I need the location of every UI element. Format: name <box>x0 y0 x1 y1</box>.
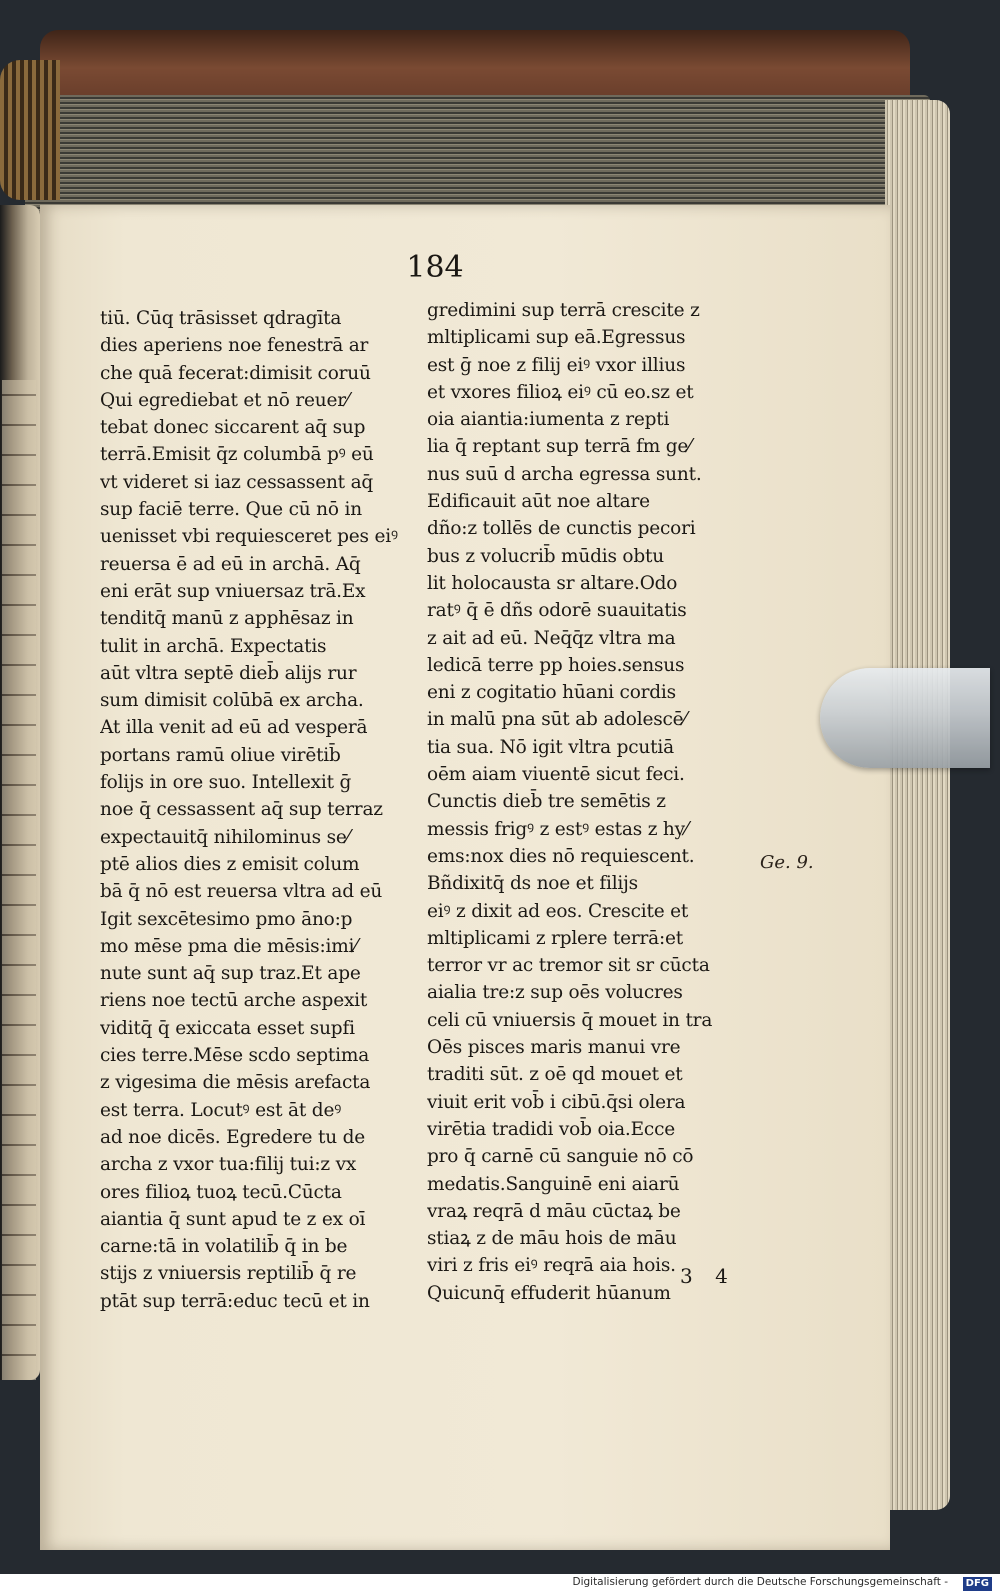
text-line: noe q̄ cessassent aq̄ sup terraz <box>100 799 383 821</box>
text-line: tiū. Cūq trāsisset qdragīta <box>100 308 342 329</box>
text-line: pro q̄ carnē cū sanguie nō cō <box>427 1146 694 1168</box>
text-line: archa z vxor tua:filij tui:z vx <box>100 1154 357 1176</box>
text-line: in malū pna sūt ab adolescē⁄ <box>427 709 687 731</box>
text-line: bus z volucrib̄ mūdis obtu <box>427 545 664 567</box>
text-line: lit holocausta sr altare.Odo <box>427 572 678 594</box>
text-line: aūt vltra septē dieb̄ alijs rur <box>100 662 357 684</box>
text-line: medatis.Sanguinē eni aiarū <box>427 1173 680 1195</box>
text-line: dño:z tollēs de cunctis pecori <box>427 518 696 540</box>
text-line: reuersa ē ad eū in archā. Aq̄ <box>100 553 361 575</box>
text-line: uenisset vbi requiesceret pes eiꝰ <box>100 526 398 548</box>
footer-credit: Digitalisierung gefördert durch die Deutsche Forschungsgemeinschaft - <box>572 1576 948 1588</box>
text-line: riens noe tectū arche aspexit <box>100 990 368 1012</box>
text-line: oēm aiam viuentē sicut feci. <box>427 764 685 786</box>
text-line: sum dimisit colūbā ex archa. <box>100 690 364 712</box>
text-line: vt videret si iaz cessassent aq̄ <box>100 471 374 493</box>
text-line: virētia tradidi vob̄ oia.Ecce <box>427 1118 675 1140</box>
text-line: messis frigꝰ z estꝰ estas z hy⁄ <box>427 818 688 840</box>
text-line: vraꝝ reqrā d māu cūctaꝝ be <box>427 1200 681 1222</box>
text-line: cies terre.Mēse scdo septima <box>100 1045 370 1067</box>
text-line: lia q̄ reptant sup terrā fm ge⁄ <box>427 436 692 458</box>
page-number: 184 <box>406 250 464 285</box>
text-line: est ḡ noe z filij eiꝰ vxor illius <box>427 354 686 376</box>
text-line: Bñdixitq̄ ds noe et filijs <box>427 873 638 895</box>
text-line: est terra. Locutꝰ est āt deꝰ <box>100 1099 342 1121</box>
text-line: eiꝰ z dixit ad eos. Crescite et <box>427 900 689 922</box>
text-line: ptāt sup terrā:educ tecū et in <box>100 1290 370 1312</box>
text-line: z ait ad eū. Neq̄q̄z vltra ma <box>427 627 676 649</box>
text-line: stiaꝝ z de māu hois de māu <box>427 1228 677 1250</box>
text-line: oia aiantia:iumenta z repti <box>427 409 670 431</box>
text-line: z vigesima die mēsis arefacta <box>100 1072 371 1094</box>
footer-bar <box>0 1574 1000 1595</box>
text-line: aiantia q̄ sunt apud te z ex oī <box>100 1208 366 1230</box>
text-line: gredimini sup terrā crescite z <box>427 300 700 321</box>
text-line: eni z cogitatio hūani cordis <box>427 682 676 704</box>
text-line: nute sunt aq̄ sup traz.Et ape <box>100 963 361 985</box>
text-line: Cunctis dieb̄ tre semētis z <box>427 791 666 813</box>
text-line: tia sua. Nō igit vltra pcutiā <box>427 736 674 758</box>
dfg-logo: DFG <box>963 1577 992 1591</box>
marginal-note: Ge. 9. <box>760 852 814 873</box>
text-line: Qui egrediebat et nō reuer⁄ <box>100 389 349 411</box>
text-line: portans ramū oliue virētib̄ <box>100 744 341 766</box>
text-line: carne:tā in volatilib̄ q̄ in be <box>100 1236 348 1258</box>
text-line: Igit sexcētesimo pmo āno:p <box>100 908 353 930</box>
book-top-edge <box>25 95 930 215</box>
text-line: terrā.Emisit q̄z columbā pꝰ eū <box>100 444 374 466</box>
text-line: traditi sūt. z oē qd mouet et <box>427 1064 683 1086</box>
text-line: ptē alios dies z emisit colum <box>100 853 360 875</box>
text-line: dies aperiens noe fenestrā ar <box>100 335 369 357</box>
text-line: tenditq̄ manū z apphēsaz in <box>100 608 354 630</box>
text-line: Oēs pisces maris manui vre <box>427 1037 681 1059</box>
text-line: sup faciē terre. Que cū nō in <box>100 499 362 521</box>
text-line: celi cū vniuersis q̄ mouet in tra <box>427 1009 713 1031</box>
text-line: bā q̄ nō est reuersa vltra ad eū <box>100 881 383 903</box>
facing-page-text <box>2 380 36 1380</box>
text-line: ores filioꝝ tuoꝝ tecū.Cūcta <box>100 1181 342 1203</box>
text-line: eni erāt sup vniuersaz trā.Ex <box>100 580 366 602</box>
text-line: terror vr ac tremor sit sr cūcta <box>427 955 710 977</box>
text-line: At illa venit ad eū ad vesperā <box>100 717 368 739</box>
text-line: et vxores filioꝝ eiꝰ cū eo.sz et <box>427 381 694 403</box>
text-line: viuit erit vob̄ i cibū.q̄si olera <box>427 1091 686 1113</box>
text-line: Edificauit aūt noe altare <box>427 491 650 513</box>
book-fore-edge <box>885 100 950 1510</box>
text-column-right <box>427 297 765 1307</box>
text-line: ratꝰ q̄ ē dñs odorē suauitatis <box>427 600 687 622</box>
text-line: mltiplicami sup eā.Egressus <box>427 327 686 349</box>
text-line: Quicunq̄ effuderit hūanum <box>427 1282 671 1304</box>
text-line: tulit in archā. Expectatis <box>100 635 327 657</box>
text-line: mltiplicami z rplere terrā:et <box>427 927 683 949</box>
text-line: ad noe dicēs. Egredere tu de <box>100 1126 365 1148</box>
text-line: che quā fecerat:dimisit coruū <box>100 362 371 384</box>
book-spine <box>0 60 60 200</box>
text-line: stijs z vniuersis reptilib̄ q̄ re <box>100 1263 357 1285</box>
text-line: viditq̄ q̄ exiccata esset supfi <box>100 1017 355 1039</box>
signature-mark: 3 4 <box>680 1264 736 1288</box>
text-line: folijs in ore suo. Intellexit ḡ <box>100 772 352 794</box>
text-line: nus suū d archa egressa sunt. <box>427 463 702 485</box>
text-line: aialia tre:z sup oēs volucres <box>427 982 683 1004</box>
text-line: mo mēse pma die mēsis:imi⁄ <box>100 935 358 957</box>
text-line: ems:nox dies nō requiescent. <box>427 845 695 867</box>
text-line: expectauitq̄ nihilominus se⁄ <box>100 826 350 848</box>
text-line: viri z fris eiꝰ reqrā aia hois. <box>427 1255 676 1277</box>
text-line: ledicā terre pp hoies.sensus <box>427 654 685 676</box>
text-column-left <box>100 305 435 1315</box>
text-line: tebat donec siccarent aq̄ sup <box>100 417 366 439</box>
page-holder-clip <box>820 668 990 768</box>
